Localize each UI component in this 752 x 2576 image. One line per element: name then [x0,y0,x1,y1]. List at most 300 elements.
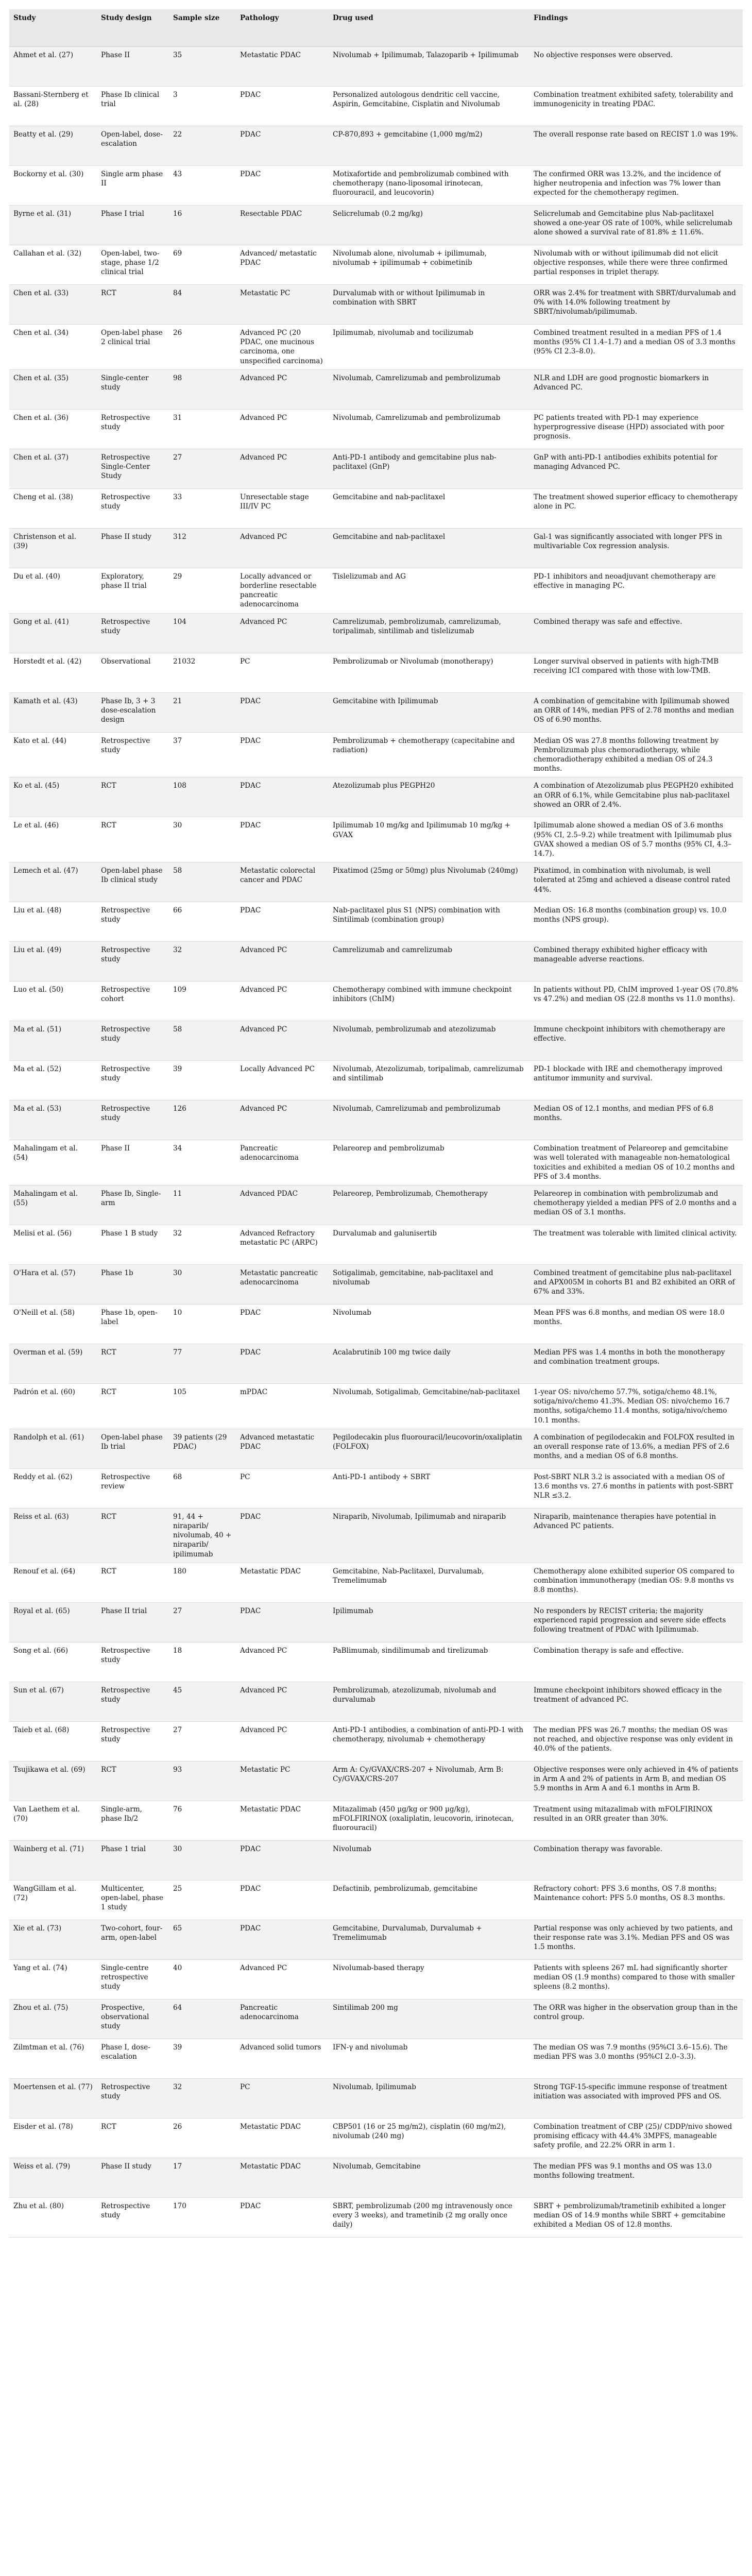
cell-sample-size: 32 [169,942,236,981]
cell-sample-size: 16 [169,206,236,245]
cell-study: Zhou et al. (75) [9,1999,97,2039]
cell-drug-used: Ipilimumab, nivolumab and tocilizumab [329,325,529,370]
cell-pathology: PDAC [236,732,329,777]
cell-study-design: Single-arm, phase Ib/2 [97,1801,169,1840]
cell-study: Moertensen et al. (77) [9,2078,97,2118]
cell-study-design: Retrospective cohort [97,981,169,1021]
cell-study-design: Phase II trial [97,1602,169,1642]
cell-drug-used: Pelareorep, Pembrolizumab, Chemotherapy [329,1185,529,1225]
cell-study-design: RCT [97,1508,169,1563]
table-row [9,1508,743,1563]
cell-study: Renouf et al. (64) [9,1563,97,1602]
cell-study: Randolph et al. (61) [9,1429,97,1468]
cell-study-design: Retrospective study [97,732,169,777]
cell-findings: The median PFS was 9.1 months and OS was 13.0 months following treatment. [529,2158,743,2197]
cell-study-design: Phase I, dose-escalation [97,2039,169,2078]
cell-findings: ORR was 2.4% for treatment with SBRT/durvalumab and 0% with 14.0% following treatment by SBRT/nivolumab/ipilimumab. [529,285,743,325]
cell-sample-size: 35 [169,47,236,87]
cell-sample-size: 109 [169,981,236,1021]
study-table [9,9,743,2238]
cell-findings: Patients with spleens 267 mL had significantly shorter median OS (1.9 months) compared to those with smaller spleens (8.2 months). [529,1959,743,1999]
cell-findings: Pixatimod, in combination with nivolumab, is well tolerated at 25mg and achieved a disease control rated 44%. [529,862,743,902]
cell-sample-size: 68 [169,1468,236,1508]
cell-sample-size: 27 [169,1602,236,1642]
cell-findings: The median PFS was 26.7 months; the median OS was not reached, and objective response was only evident in 40.0% of the patients. [529,1721,743,1761]
cell-sample-size: 26 [169,325,236,370]
cell-pathology: Advanced PC [236,449,329,488]
cell-study: Eisder et al. (78) [9,2118,97,2158]
cell-pathology: Advanced PC [236,613,329,653]
cell-findings: Treatment using mitazalimab with mFOLFIRINOX resulted in an ORR greater than 30%. [529,1801,743,1840]
table-row [9,568,743,613]
table-row [9,1140,743,1185]
cell-findings: Combined treatment of gemcitabine plus nab-paclitaxel and APX005M in cohorts B1 and B2 exhibited an ORR of 67% and 33%. [529,1265,743,1304]
cell-sample-size: 108 [169,777,236,817]
cell-sample-size: 77 [169,1344,236,1384]
cell-drug-used: Nivolumab, Gemcitabine [329,2158,529,2197]
cell-study-design: Retrospective study [97,1642,169,1682]
cell-pathology: Metastatic PDAC [236,2118,329,2158]
table-row [9,942,743,981]
cell-sample-size: 98 [169,369,236,409]
cell-sample-size: 180 [169,1563,236,1602]
cell-study: Wainberg et al. (71) [9,1840,97,1880]
cell-pathology: Locally Advanced PC [236,1061,329,1100]
cell-drug-used: Gemcitabine and nab-paclitaxel [329,528,529,568]
cell-findings: Objective responses were only achieved in 4% of patients in Arm A and 2% of patients in Arm B, and median OS 5.9 months in Arm A and 6.1 months in Arm B. [529,1761,743,1801]
cell-findings: Mean PFS was 6.8 months, and median OS were 18.0 months. [529,1304,743,1344]
cell-sample-size: 39 [169,1061,236,1100]
cell-study: Lemech et al. (47) [9,862,97,902]
cell-study: Le et al. (46) [9,817,97,862]
cell-study: Taieb et al. (68) [9,1721,97,1761]
cell-drug-used: Gemcitabine and nab-paclitaxel [329,488,529,528]
cell-pathology: PDAC [236,902,329,942]
cell-pathology: Advanced PC (20 PDAC, one mucinous carcinoma, one unspecified carcinoma) [236,325,329,370]
header-study: Study [9,9,97,47]
cell-sample-size: 25 [169,1880,236,1920]
cell-pathology: PDAC [236,1344,329,1384]
cell-study-design: Phase II [97,1140,169,1185]
cell-study: Padrón et al. (60) [9,1384,97,1429]
cell-study-design: Retrospective study [97,1100,169,1140]
cell-findings: Combined treatment resulted in a median PFS of 1.4 months (95% CI 1.4–1.7) and a median OS of 3.3 months (95% CI 2.3–8.0). [529,325,743,370]
cell-study-design: Two-cohort, four-arm, open-label [97,1920,169,1959]
cell-study: Chen et al. (34) [9,325,97,370]
cell-pathology: Metastatic PC [236,285,329,325]
cell-drug-used: Motixafortide and pembrolizumab combined with chemotherapy (nano-liposomal irinotecan, fluorouracil, and leucovorin) [329,166,529,206]
cell-sample-size: 33 [169,488,236,528]
cell-sample-size: 21032 [169,653,236,692]
cell-pathology: Advanced PC [236,1021,329,1061]
table-row [9,1344,743,1384]
table-header [9,9,743,47]
cell-study: Xie et al. (73) [9,1920,97,1959]
cell-findings: In patients without PD, ChIM improved 1-year OS (70.8% vs 47.2%) and median OS (22.8 months vs 11.0 months). [529,981,743,1021]
cell-pathology: PDAC [236,2197,329,2237]
cell-pathology: PDAC [236,692,329,732]
cell-pathology: PDAC [236,817,329,862]
cell-study: Liu et al. (49) [9,942,97,981]
cell-pathology: Advanced Refractory metastatic PC (ARPC) [236,1225,329,1265]
cell-drug-used: CP-870,893 + gemcitabine (1,000 mg/m2) [329,126,529,166]
cell-drug-used: Pixatimod (25mg or 50mg) plus Nivolumab (240mg) [329,862,529,902]
cell-drug-used: Personalized autologous dendritic cell vaccine, Aspirin, Gemcitabine, Cisplatin and Nivolumab [329,87,529,126]
cell-study: Luo et al. (50) [9,981,97,1021]
cell-pathology: Advanced PC [236,528,329,568]
cell-pathology: Advanced PC [236,1959,329,1999]
cell-drug-used: PaBlimumab, sindilimumab and tirelizumab [329,1642,529,1682]
cell-study-design: RCT [97,1761,169,1801]
header-study-design: Study design [97,9,169,47]
cell-sample-size: 93 [169,1761,236,1801]
cell-pathology: Advanced PC [236,981,329,1021]
cell-findings: Chemotherapy alone exhibited superior OS compared to combination immunotherapy (median OS: 9.8 months vs 8.8 months). [529,1563,743,1602]
table-row [9,206,743,245]
cell-drug-used: Defactinib, pembrolizumab, gemcitabine [329,1880,529,1920]
cell-drug-used: Pembrolizumab or Nivolumab (monotherapy) [329,653,529,692]
cell-sample-size: 170 [169,2197,236,2237]
cell-drug-used: Nivolumab, Ipilimumab [329,2078,529,2118]
cell-study: Kamath et al. (43) [9,692,97,732]
table-row [9,166,743,206]
cell-pathology: PDAC [236,1602,329,1642]
cell-study-design: Retrospective study [97,1021,169,1061]
cell-drug-used: Pembrolizumab, atezolizumab, nivolumab and durvalumab [329,1682,529,1721]
cell-study: Du et al. (40) [9,568,97,613]
cell-study-design: Prospective, observational study [97,1999,169,2039]
cell-drug-used: Camrelizumab, pembrolizumab, camrelizumab, toripalimab, sintilimab and tislelizumab [329,613,529,653]
cell-sample-size: 30 [169,1265,236,1304]
table-row [9,817,743,862]
cell-study: Sun et al. (67) [9,1682,97,1721]
table-row [9,1840,743,1880]
cell-sample-size: 26 [169,2118,236,2158]
cell-findings: Combination therapy was favorable. [529,1840,743,1880]
table-row [9,1801,743,1840]
table-row [9,1999,743,2039]
cell-study-design: Retrospective study [97,1061,169,1100]
cell-findings: Median OS was 27.8 months following treatment by Pembrolizumab plus chemoradiotherapy, while chemoradiotherapy exhibited a median OS of 24.3 months. [529,732,743,777]
cell-sample-size: 69 [169,245,236,285]
cell-drug-used: Sotigalimab, gemcitabine, nab-paclitaxel and nivolumab [329,1265,529,1304]
cell-pathology: mPDAC [236,1384,329,1429]
cell-study: Ma et al. (52) [9,1061,97,1100]
cell-findings: 1-year OS: nivo/chemo 57.7%, sotiga/chemo 48.1%, sotiga/nivo/chemo 41.3%. Median OS: nivo/chemo 16.7 months, sotiga/chemo 11.4 months, sotiga/nivo/chemo 10.1 months. [529,1384,743,1429]
cell-drug-used: Pembrolizumab + chemotherapy (capecitabine and radiation) [329,732,529,777]
cell-study: Van Laethem et al. (70) [9,1801,97,1840]
table-row [9,488,743,528]
cell-pathology: PDAC [236,1840,329,1880]
cell-study-design: Retrospective study [97,488,169,528]
table-row [9,981,743,1021]
cell-drug-used: Nivolumab alone, nivolumab + ipilimumab, nivolumab + ipilimumab + cobimetinib [329,245,529,285]
cell-sample-size: 27 [169,1721,236,1761]
cell-pathology: PC [236,653,329,692]
table-row [9,1225,743,1265]
cell-drug-used: Tislelizumab and AG [329,568,529,613]
cell-study-design: RCT [97,777,169,817]
table-row [9,862,743,902]
cell-study-design: Retrospective Single-Center Study [97,449,169,488]
cell-findings: Pelareorep in combination with pembrolizumab and chemotherapy yielded a median PFS of 2.0 months and a median OS of 3.1 months. [529,1185,743,1225]
table-row [9,1304,743,1344]
cell-study-design: Phase Ib, Single-arm [97,1185,169,1225]
cell-study-design: Observational [97,653,169,692]
cell-study: Reddy et al. (62) [9,1468,97,1508]
cell-drug-used: SBRT, pembrolizumab (200 mg intravenously once every 3 weeks), and trametinib (2 mg orally once daily) [329,2197,529,2237]
cell-pathology: Pancreatic adenocarcinoma [236,1140,329,1185]
cell-pathology: Metastatic PDAC [236,1563,329,1602]
cell-drug-used: Selicrelumab (0.2 mg/kg) [329,206,529,245]
cell-sample-size: 21 [169,692,236,732]
cell-study-design: Multicenter, open-label, phase 1 study [97,1880,169,1920]
cell-study-design: Phase 1 trial [97,1840,169,1880]
table-row [9,1920,743,1959]
cell-pathology: Metastatic pancreatic adenocarcinoma [236,1265,329,1304]
cell-drug-used: Ipilimumab 10 mg/kg and Ipilimumab 10 mg/kg + GVAX [329,817,529,862]
cell-study: Byrne et al. (31) [9,206,97,245]
cell-drug-used: Nivolumab [329,1304,529,1344]
cell-study: Song et al. (66) [9,1642,97,1682]
table-row [9,1021,743,1061]
cell-study: Horstedt et al. (42) [9,653,97,692]
cell-sample-size: 27 [169,449,236,488]
table-row [9,285,743,325]
cell-findings: Median OS: 16.8 months (combination group) vs. 10.0 months (NPS group). [529,902,743,942]
cell-drug-used: Nab-paclitaxel plus S1 (NPS) combination with Sintilimab (combination group) [329,902,529,942]
cell-pathology: Resectable PDAC [236,206,329,245]
cell-study-design: RCT [97,817,169,862]
cell-study: Royal et al. (65) [9,1602,97,1642]
table-row [9,1100,743,1140]
cell-study-design: RCT [97,1384,169,1429]
cell-findings: PD-1 inhibitors and neoadjuvant chemotherapy are effective in managing PC. [529,568,743,613]
cell-findings: A combination of pegilodecakin and FOLFOX resulted in an overall response rate of 13.6%, a median PFS of 2.6 months, and a median OS of 6.8 months. [529,1429,743,1468]
table-row [9,2158,743,2197]
cell-findings: The treatment was tolerable with limited clinical activity. [529,1225,743,1265]
cell-sample-size: 17 [169,2158,236,2197]
table-row [9,1468,743,1508]
cell-drug-used: Durvalumab and galunisertib [329,1225,529,1265]
cell-drug-used: Anti-PD-1 antibody + SBRT [329,1468,529,1508]
table-row [9,692,743,732]
cell-findings: A combination of gemcitabine with Ipilimumab showed an ORR of 14%, median PFS of 2.78 months and median OS of 6.90 months. [529,692,743,732]
cell-sample-size: 126 [169,1100,236,1140]
cell-pathology: Advanced PC [236,369,329,409]
cell-pathology: Metastatic PDAC [236,2158,329,2197]
cell-drug-used: Arm A: Cy/GVAX/CRS-207 + Nivolumab, Arm B: Cy/GVAX/CRS-207 [329,1761,529,1801]
cell-pathology: Metastatic PDAC [236,1801,329,1840]
cell-drug-used: Camrelizumab and camrelizumab [329,942,529,981]
cell-drug-used: Gemcitabine with Ipilimumab [329,692,529,732]
cell-findings: SBRT + pembrolizumab/trametinib exhibited a longer median OS of 14.9 months while SBRT + gemcitabine exhibited a Median OS of 12.8 months. [529,2197,743,2237]
table-row [9,87,743,126]
cell-study: Tsujikawa et al. (69) [9,1761,97,1801]
cell-pathology: Advanced PC [236,1682,329,1721]
header-drug-used: Drug used [329,9,529,47]
cell-study: Cheng et al. (38) [9,488,97,528]
cell-sample-size: 30 [169,817,236,862]
cell-study-design: Retrospective study [97,1721,169,1761]
table-row [9,2078,743,2118]
cell-drug-used: Pegilodecakin plus fluorouracil/leucovorin/oxaliplatin (FOLFOX) [329,1429,529,1468]
cell-study: Christenson et al. (39) [9,528,97,568]
cell-findings: The overall response rate based on RECIST 1.0 was 19%. [529,126,743,166]
cell-findings: Longer survival observed in patients with high-TMB receiving ICI compared with those with low-TMB. [529,653,743,692]
cell-drug-used: Acalabrutinib 100 mg twice daily [329,1344,529,1384]
table-row [9,528,743,568]
cell-study: Yang et al. (74) [9,1959,97,1999]
cell-study: Zhu et al. (80) [9,2197,97,2237]
cell-drug-used: Sintilimab 200 mg [329,1999,529,2039]
cell-findings: No responders by RECIST criteria; the majority experienced rapid progression and severe side effects following treatment of PDAC with Ipilimumab. [529,1602,743,1642]
cell-study-design: Phase II study [97,2158,169,2197]
cell-drug-used: Niraparib, Nivolumab, Ipilimumab and niraparib [329,1508,529,1563]
cell-study: WangGillam et al. (72) [9,1880,97,1920]
cell-study-design: Retrospective study [97,942,169,981]
cell-sample-size: 10 [169,1304,236,1344]
cell-study: Chen et al. (37) [9,449,97,488]
cell-sample-size: 34 [169,1140,236,1185]
table-row [9,1682,743,1721]
cell-study-design: Phase Ib clinical trial [97,87,169,126]
cell-study: O'Neill et al. (58) [9,1304,97,1344]
cell-sample-size: 39 patients (29 PDAC) [169,1429,236,1468]
cell-study-design: Single-centre retrospective study [97,1959,169,1999]
cell-drug-used: Nivolumab-based therapy [329,1959,529,1999]
cell-findings: No objective responses were observed. [529,47,743,87]
cell-study-design: Phase 1 B study [97,1225,169,1265]
cell-findings: Combination treatment of Pelareorep and gemcitabine was well tolerated with manageable non-hematological toxicities and exhibited a median OS of 10.2 months and PFS of 3.4 months. [529,1140,743,1185]
cell-pathology: Advanced solid tumors [236,2039,329,2078]
cell-pathology: PDAC [236,87,329,126]
cell-findings: Post-SBRT NLR 3.2 is associated with a median OS of 13.6 months vs. 27.6 months in patients with post-SBRT NLR ≤3.2. [529,1468,743,1508]
table-row [9,732,743,777]
cell-study-design: Retrospective review [97,1468,169,1508]
cell-study-design: RCT [97,1344,169,1384]
table-row [9,2197,743,2237]
cell-drug-used: Gemcitabine, Durvalumab, Durvalumab + Tremelimumab [329,1920,529,1959]
cell-pathology: Advanced/ metastatic PDAC [236,245,329,285]
cell-study-design: Phase II [97,47,169,87]
cell-sample-size: 105 [169,1384,236,1429]
cell-study: Gong et al. (41) [9,613,97,653]
cell-drug-used: Mitazalimab (450 µg/kg or 900 µg/kg), mFOLFIRINOX (oxaliplatin, leucovorin, irinotecan, fluorouracil) [329,1801,529,1840]
cell-study-design: Exploratory, phase II trial [97,568,169,613]
table-row [9,902,743,942]
cell-study: Chen et al. (36) [9,409,97,449]
cell-pathology: Advanced PC [236,1721,329,1761]
cell-sample-size: 32 [169,2078,236,2118]
cell-drug-used: Atezolizumab plus PEGPH20 [329,777,529,817]
table-row [9,1602,743,1642]
cell-sample-size: 11 [169,1185,236,1225]
table-row [9,1265,743,1304]
cell-drug-used: CBP501 (16 or 25 mg/m2), cisplatin (60 mg/m2), nivolumab (240 mg) [329,2118,529,2158]
cell-pathology: Advanced PDAC [236,1185,329,1225]
table-row [9,777,743,817]
table-row [9,1761,743,1801]
cell-pathology: PC [236,2078,329,2118]
cell-sample-size: 32 [169,1225,236,1265]
cell-study: Weiss et al. (79) [9,2158,97,2197]
cell-findings: The treatment showed superior efficacy to chemotherapy alone in PC. [529,488,743,528]
cell-findings: Median OS of 12.1 months, and median PFS of 6.8 months. [529,1100,743,1140]
table-row [9,409,743,449]
table-row [9,1429,743,1468]
cell-study: Ko et al. (45) [9,777,97,817]
cell-pathology: PDAC [236,1880,329,1920]
table-row [9,1185,743,1225]
cell-study-design: Retrospective study [97,409,169,449]
cell-study: Mahalingam et al. (55) [9,1185,97,1225]
table-body [9,47,743,2238]
table-row [9,1642,743,1682]
cell-pathology: Locally advanced or borderline resectable pancreatic adenocarcinoma [236,568,329,613]
table-row [9,1880,743,1920]
table-row [9,2039,743,2078]
cell-pathology: Advanced PC [236,409,329,449]
cell-pathology: Advanced PC [236,942,329,981]
cell-study-design: Open-label phase Ib trial [97,1429,169,1468]
cell-pathology: Metastatic colorectal cancer and PDAC [236,862,329,902]
cell-study-design: Retrospective study [97,2197,169,2237]
cell-drug-used: Nivolumab, Sotigalimab, Gemcitabine/nab-paclitaxel [329,1384,529,1429]
cell-study: Mahalingam et al. (54) [9,1140,97,1185]
cell-study-design: Single-center study [97,369,169,409]
cell-study: Callahan et al. (32) [9,245,97,285]
cell-sample-size: 22 [169,126,236,166]
cell-sample-size: 40 [169,1959,236,1999]
cell-pathology: PDAC [236,1920,329,1959]
cell-drug-used: Anti-PD-1 antibodies, a combination of anti-PD-1 with chemotherapy, nivolumab + chemotherapy [329,1721,529,1761]
cell-study-design: RCT [97,1563,169,1602]
cell-study-design: Open-label phase Ib clinical study [97,862,169,902]
cell-findings: Immune checkpoint inhibitors with chemotherapy are effective. [529,1021,743,1061]
cell-findings: Combination treatment of CBP (25)/ CDDP/nivo showed promising efficacy with 44.4% 3MPFS, manageable safety profile, and 22.2% ORR in arm 1. [529,2118,743,2158]
cell-findings: Nivolumab with or without ipilimumab did not elicit objective responses, while there were three confirmed partial responses in triplet therapy. [529,245,743,285]
cell-drug-used: Chemotherapy combined with immune checkpoint inhibitors (ChIM) [329,981,529,1021]
cell-findings: Selicrelumab and Gemcitabine plus Nab-paclitaxel showed a one-year OS rate of 100%, while selicrelumab alone showed a survival rate of 81.8% ± 11.6%. [529,206,743,245]
cell-drug-used: Nivolumab, Camrelizumab and pembrolizumab [329,1100,529,1140]
cell-study: Ma et al. (53) [9,1100,97,1140]
cell-sample-size: 18 [169,1642,236,1682]
cell-pathology: Advanced PC [236,1100,329,1140]
header-sample-size: Sample size [169,9,236,47]
cell-pathology: Advanced metastatic PDAC [236,1429,329,1468]
cell-study: Bockorny et al. (30) [9,166,97,206]
cell-sample-size: 37 [169,732,236,777]
cell-study-design: Phase Ib, 3 + 3 dose-escalation design [97,692,169,732]
cell-pathology: PDAC [236,126,329,166]
cell-drug-used: Nivolumab, Camrelizumab and pembrolizumab [329,369,529,409]
cell-sample-size: 65 [169,1920,236,1959]
table-row [9,1384,743,1429]
cell-study-design: Phase I trial [97,206,169,245]
cell-sample-size: 312 [169,528,236,568]
cell-sample-size: 29 [169,568,236,613]
cell-findings: Immune checkpoint inhibitors showed efficacy in the treatment of advanced PC. [529,1682,743,1721]
cell-pathology: Metastatic PC [236,1761,329,1801]
cell-study-design: Retrospective study [97,902,169,942]
cell-drug-used: Nivolumab, Camrelizumab and pembrolizumab [329,409,529,449]
cell-drug-used: Nivolumab, Atezolizumab, toripalimab, camrelizumab and sintilimab [329,1061,529,1100]
cell-pathology: Pancreatic adenocarcinoma [236,1999,329,2039]
cell-pathology: Metastatic PDAC [236,47,329,87]
table-row [9,1959,743,1999]
cell-findings: PC patients treated with PD-1 may experience hyperprogressive disease (HPD) associated with poor prognosis. [529,409,743,449]
